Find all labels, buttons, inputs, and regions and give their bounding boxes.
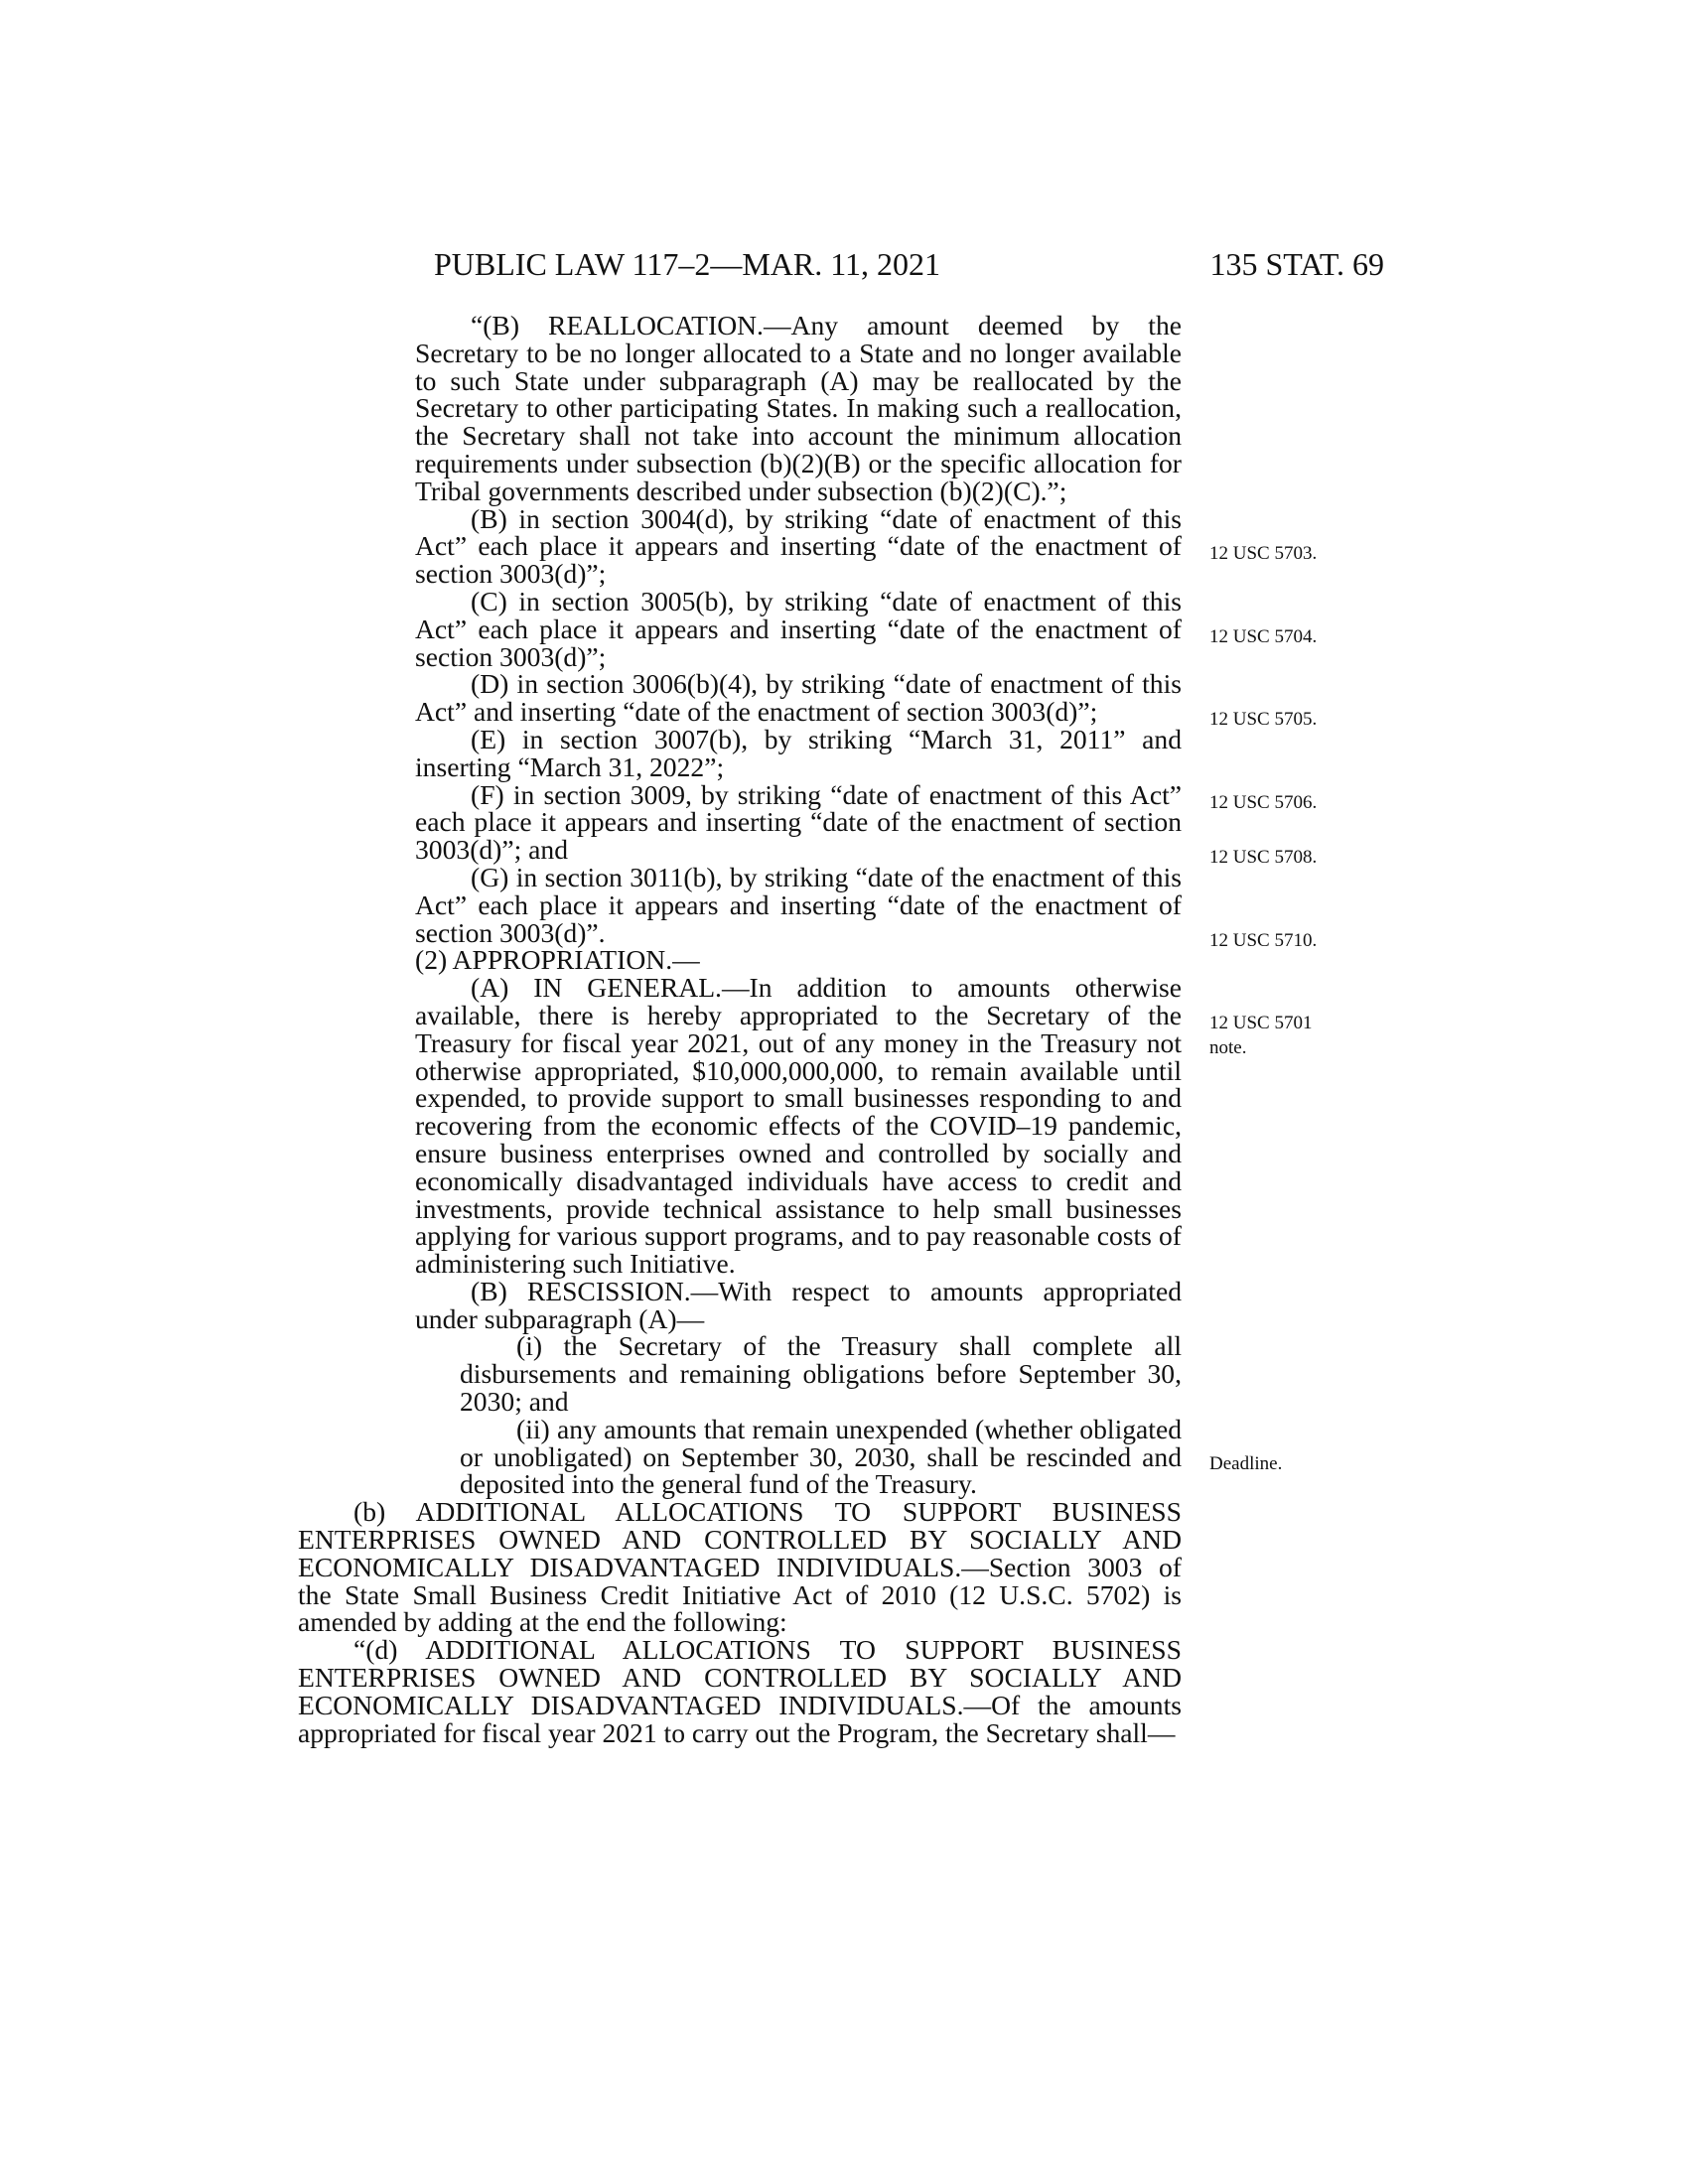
paragraph-additional-allocations-b: (b) ADDITIONAL ALLOCATIONS TO SUPPORT BUSINESS ENTERPRISES OWNED AND CONTROLLED BY SOCIALLY AND ECONOMICALLY DISADVANTAGED INDIVIDUALS.—Section 3003 of the State Small Business Credit Initiative Act of 2010 (12 U.S.C. 5702) is amended by adding at the end the following:	[298, 1496, 1182, 1638]
margin-note-5706: 12 USC 5706.	[1209, 792, 1318, 813]
paragraph-reallocation: “(B) REALLOCATION.—Any amount deemed by the Secretary to be no longer allocated to a State and no longer available to such State under subparagraph (A) may be reallocated by the Secretary to other participating States. In making such a reallocation, the Secretary shall not take into account the minimum allocation requirements under subsection (b)(2)(B) or the specific allocation for Tribal governments described under subsection (b)(2)(C).”;	[415, 310, 1182, 506]
law-citation: PUBLIC LAW 117–2—MAR. 11, 2021	[434, 246, 941, 282]
margin-note-deadline: Deadline.	[1209, 1453, 1283, 1474]
document-body	[298, 312, 1182, 1746]
paragraph-d-section-3006: (D) in section 3006(b)(4), by striking “date of enactment of this Act” and inserting “date of the enactment of section 3003(d)”;	[415, 668, 1182, 728]
paragraph-rescission: (B) RESCISSION.—With respect to amounts appropriated under subparagraph (A)—	[415, 1275, 1182, 1334]
stat-page-number: 135 STAT. 69	[1209, 246, 1384, 282]
margin-note-5705: 12 USC 5705.	[1209, 709, 1318, 730]
paragraph-appropriation-heading: (2) APPROPRIATION.—	[415, 944, 700, 976]
paragraph-b-section-3004: (B) in section 3004(d), by striking “date of enactment of this Act” each place it appears and inserting “date of the enactment of section 3003(d)”;	[415, 502, 1182, 590]
paragraph-additional-allocations-d: “(d) ADDITIONAL ALLOCATIONS TO SUPPORT BUSINESS ENTERPRISES OWNED AND CONTROLLED BY SOCIALLY AND ECONOMICALLY DISADVANTAGED INDIVIDUALS.—Of the amounts appropriated for fiscal year 2021 to carry out the Program, the Secretary shall—	[298, 1634, 1182, 1748]
page-header	[434, 246, 1384, 294]
paragraph-e-section-3007: (E) in section 3007(b), by striking “March 31, 2011” and inserting “March 31, 2022”;	[415, 723, 1182, 782]
paragraph-rescission-ii: (ii) any amounts that remain unexpended (whether obligated or unobligated) on September 30, 2030, shall be rescinded and deposited into the general fund of the Treasury.	[460, 1413, 1182, 1500]
margin-note-5703: 12 USC 5703.	[1209, 543, 1318, 564]
margin-note-5710: 12 USC 5710.	[1209, 930, 1318, 951]
paragraph-in-general: (A) IN GENERAL.—In addition to amounts otherwise available, there is hereby appropriated to the Secretary of the Treasury for fiscal year 2021, out of any money in the Treasury not otherwise appropriated, $10,000,000,000, to remain available until expended, to provide support to small businesses responding to and recovering from the economic effects of the COVID–19 pandemic, ensure business enterprises owned and controlled by socially and economically disadvantaged individuals have access to credit and investments, provide technical assistance to help small businesses applying for various support programs, and to pay reasonable costs of administering such Initiative.	[415, 972, 1182, 1280]
paragraph-f-section-3009: (F) in section 3009, by striking “date of enactment of this Act” each place it appears and inserting “date of the enactment of section 3003(d)”; and	[415, 778, 1182, 866]
margin-note-5701: 12 USC 5701	[1209, 1013, 1313, 1033]
margin-note-5708: 12 USC 5708.	[1209, 847, 1318, 868]
paragraph-g-section-3011: (G) in section 3011(b), by striking “date of the enactment of this Act” each place it appears and inserting “date of the enactment of section 3003(d)”.	[415, 861, 1182, 948]
margin-note-note: note.	[1209, 1037, 1247, 1058]
margin-note-5704: 12 USC 5704.	[1209, 626, 1318, 647]
paragraph-rescission-i: (i) the Secretary of the Treasury shall complete all disbursements and remaining obligations before September 30, 2030; and	[460, 1330, 1182, 1418]
paragraph-c-section-3005: (C) in section 3005(b), by striking “date of enactment of this Act” each place it appears and inserting “date of the enactment of section 3003(d)”;	[415, 585, 1182, 672]
